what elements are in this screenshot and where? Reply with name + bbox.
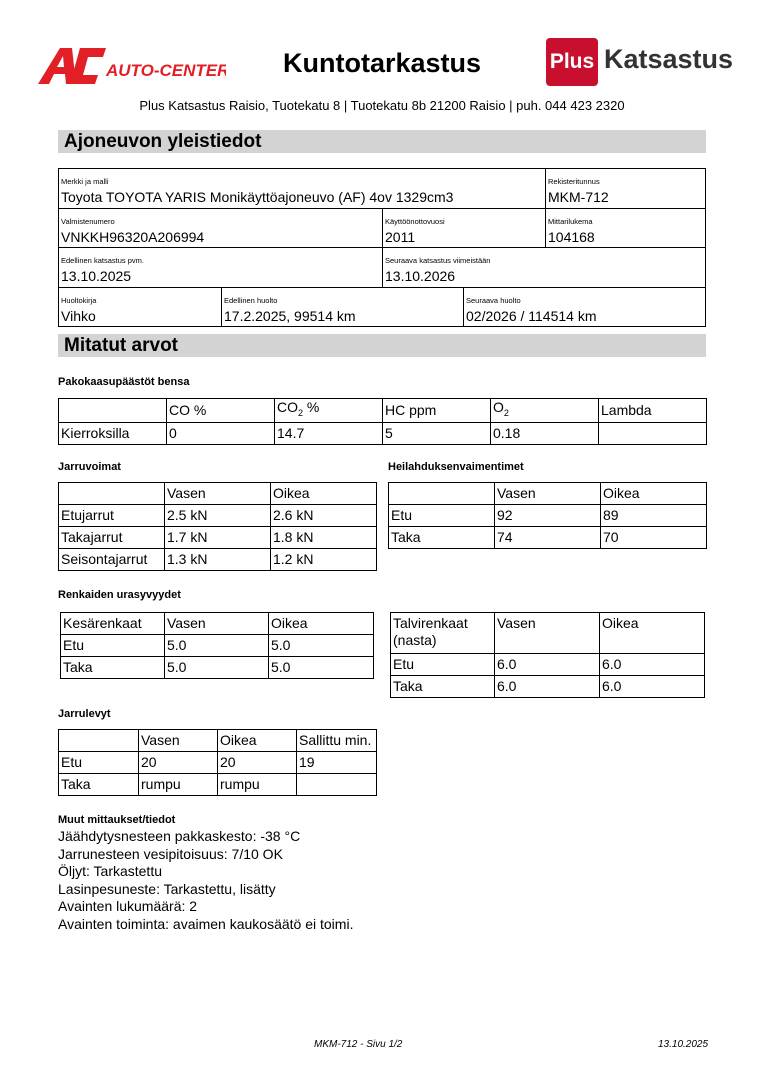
notes-line: Öljyt: Tarkastettu — [58, 863, 163, 879]
table-cell: Taka — [391, 676, 495, 698]
co2-header-base: CO — [277, 399, 298, 415]
table-header-cell: Oikea — [271, 483, 377, 505]
table-cell — [297, 774, 377, 796]
table-cell: 2.5 kN — [165, 505, 271, 527]
table-row — [59, 505, 377, 527]
table-header-cell: CO % — [167, 399, 275, 423]
next-service-value: 02/2026 / 114514 km — [466, 308, 597, 324]
o2-header-subscript: 2 — [503, 407, 509, 418]
table-cell: 20 — [218, 752, 297, 774]
table-cell: Seisontajarrut — [59, 549, 165, 571]
table-cell: 74 — [495, 527, 601, 549]
odometer-value: 104168 — [548, 229, 595, 245]
last-inspection-cell — [59, 248, 382, 287]
table-cell: Taka — [59, 774, 139, 796]
table-header-cell: Vasen — [139, 730, 218, 752]
document-title: Kuntotarkastus — [282, 48, 482, 78]
table-cell: Taka — [389, 527, 495, 549]
table-header-cell: Sallittu min. — [297, 730, 377, 752]
discs-caption: Jarrulevyt — [58, 708, 111, 720]
table-cell: 5.0 — [269, 635, 374, 657]
table-cell: 2.6 kN — [271, 505, 377, 527]
year-label: Käyttöönottovuosi — [385, 217, 445, 226]
section-measured-values: Mitatut arvot — [58, 334, 706, 357]
table-row — [389, 527, 707, 549]
emissions-table — [58, 398, 707, 445]
brakes-table — [58, 482, 377, 571]
o2-header-cell — [491, 399, 599, 423]
table-header-cell: Oikea — [218, 730, 297, 752]
notes-line: Avainten lukumäärä: 2 — [58, 898, 198, 914]
table-header-row — [59, 483, 377, 505]
table-row — [61, 657, 374, 679]
shocks-table — [388, 482, 707, 549]
next-inspection-cell — [382, 248, 707, 287]
make-label: Merkki ja malli — [61, 177, 109, 186]
table-header-cell: Lambda — [599, 399, 707, 423]
table-header-cell: HC ppm — [383, 399, 491, 423]
station-address: Plus Katsastus Raisio, Tuotekatu 8 | Tuotekatu 8b 21200 Raisio | puh. 044 423 2320 — [139, 98, 625, 113]
table-row — [59, 774, 377, 796]
summer-tires-table — [60, 612, 374, 679]
table-row — [59, 549, 377, 571]
table-cell: 6.0 — [600, 676, 705, 698]
co2-header-unit: % — [303, 399, 320, 415]
next-inspection-label: Seuraava katsastus viimeistään — [385, 256, 491, 265]
service-book-cell — [59, 288, 221, 326]
year-cell — [382, 209, 545, 247]
table-header-cell: Vasen — [165, 483, 271, 505]
table-cell: 1.8 kN — [271, 527, 377, 549]
table-cell: 19 — [297, 752, 377, 774]
table-row — [391, 654, 705, 676]
table-cell: Kierroksilla — [59, 422, 167, 444]
table-cell: 5.0 — [269, 657, 374, 679]
table-cell: 5.0 — [165, 635, 269, 657]
table-cell: 6.0 — [600, 654, 705, 676]
service-book-label: Huoltokirja — [61, 296, 97, 305]
o2-header-base: O — [493, 399, 504, 415]
last-inspection-label: Edellinen katsastus pvm. — [61, 256, 144, 265]
notes-line: Jäähdytysnesteen pakkaskesto: -38 °C — [58, 828, 301, 844]
table-cell: rumpu — [139, 774, 218, 796]
table-header-cell: Vasen — [495, 483, 601, 505]
table-cell: 5 — [383, 422, 491, 444]
table-row — [59, 752, 377, 774]
info-row-service — [59, 288, 705, 326]
notes-line: Lasinpesuneste: Tarkastettu, lisätty — [58, 880, 276, 897]
make-value: Toyota TOYOTA YARIS Monikäyttöajoneuvo (AF) 4ov 1329cm3 — [61, 189, 454, 205]
registration-cell — [545, 169, 707, 208]
service-book-value: Vihko — [61, 308, 96, 324]
info-row-make — [59, 169, 705, 209]
table-header-cell: Kesärenkaat — [61, 613, 165, 635]
brakes-caption: Jarruvoimat — [58, 461, 121, 473]
table-cell: Etu — [61, 635, 165, 657]
auto-center-logo-text: AUTO-CENTER — [106, 61, 226, 80]
table-cell — [599, 422, 707, 444]
table-cell: Etujarrut — [59, 505, 165, 527]
vin-label: Valmistenumero — [61, 217, 115, 226]
notes-line: Jarrunesteen vesipitoisuus: 7/10 OK — [58, 845, 283, 862]
co2-header-cell — [275, 399, 383, 423]
table-header-cell: Oikea — [600, 613, 705, 654]
table-header-row — [391, 613, 705, 654]
table-cell: 0 — [167, 422, 275, 444]
table-header-cell — [59, 399, 167, 423]
notes-caption: Muut mittaukset/tiedot — [58, 814, 176, 826]
table-header-row — [59, 399, 707, 423]
year-value: 2011 — [385, 229, 416, 245]
make-cell — [59, 169, 545, 208]
footer-date: 13.10.2025 — [658, 1039, 709, 1050]
table-cell: 1.2 kN — [271, 549, 377, 571]
registration-value: MKM-712 — [548, 189, 609, 205]
table-cell: 1.7 kN — [165, 527, 271, 549]
table-header-cell: Vasen — [165, 613, 269, 635]
table-cell: Etu — [389, 505, 495, 527]
info-row-vin — [59, 209, 705, 248]
table-row — [389, 505, 707, 527]
table-cell: rumpu — [218, 774, 297, 796]
table-cell: 14.7 — [275, 422, 383, 444]
winter-tires-table — [390, 612, 705, 698]
section-general-info: Ajoneuvon yleistiedot — [58, 130, 706, 153]
vin-cell — [59, 209, 382, 247]
table-row — [61, 635, 374, 657]
table-cell: Etu — [391, 654, 495, 676]
info-row-inspection — [59, 248, 705, 288]
last-inspection-value: 13.10.2025 — [61, 268, 132, 284]
table-row — [391, 676, 705, 698]
plus-logo-mark: Plus — [546, 38, 598, 86]
table-header-row — [389, 483, 707, 505]
odometer-label: Mittarilukema — [548, 217, 593, 226]
tires-caption: Renkaiden urasyvyydet — [58, 589, 181, 601]
vin-value: VNKKH96320A206994 — [61, 229, 205, 245]
table-row — [59, 527, 377, 549]
registration-label: Rekisteritunnus — [548, 177, 600, 186]
katsastus-logo-text: Katsastus — [604, 44, 734, 74]
plus-katsastus-logo — [546, 38, 734, 90]
table-header-row — [59, 730, 377, 752]
table-cell: 5.0 — [165, 657, 269, 679]
table-cell: 92 — [495, 505, 601, 527]
table-header-cell — [389, 483, 495, 505]
notes-line: Avainten toiminta: avaimen kaukosäätö ei toimi. — [58, 915, 354, 932]
table-cell: 6.0 — [495, 654, 600, 676]
last-service-cell — [221, 288, 463, 326]
footer-page-number: MKM-712 - Sivu 1/2 — [314, 1039, 403, 1050]
next-service-cell — [463, 288, 707, 326]
table-cell: 20 — [139, 752, 218, 774]
vehicle-info-grid — [58, 168, 706, 327]
table-cell: 0.18 — [491, 422, 599, 444]
table-header-cell: Vasen — [495, 613, 600, 654]
notes-list — [58, 828, 353, 933]
co2-header-subscript: 2 — [298, 407, 304, 418]
table-header-cell: Oikea — [269, 613, 374, 635]
table-cell: 6.0 — [495, 676, 600, 698]
table-cell: Etu — [59, 752, 139, 774]
last-service-label: Edellinen huolto — [224, 296, 278, 305]
table-header-cell: Oikea — [601, 483, 707, 505]
table-cell: Takajarrut — [59, 527, 165, 549]
table-header-cell: Talvirenkaat (nasta) — [391, 613, 495, 654]
last-service-value: 17.2.2025, 99514 km — [224, 308, 356, 324]
brake-discs-table — [58, 729, 377, 796]
table-header-cell — [59, 483, 165, 505]
table-cell: 1.3 kN — [165, 549, 271, 571]
table-cell: 70 — [601, 527, 707, 549]
table-header-row — [61, 613, 374, 635]
table-row — [59, 422, 707, 444]
shocks-caption: Heilahduksenvaimentimet — [388, 461, 524, 473]
odometer-cell — [545, 209, 707, 247]
table-cell: Taka — [61, 657, 165, 679]
next-service-label: Seuraava huolto — [466, 296, 521, 305]
next-inspection-value: 13.10.2026 — [385, 268, 456, 284]
emissions-caption: Pakokaasupäästöt bensa — [58, 376, 190, 388]
table-cell: 89 — [601, 505, 707, 527]
table-header-cell — [59, 730, 139, 752]
